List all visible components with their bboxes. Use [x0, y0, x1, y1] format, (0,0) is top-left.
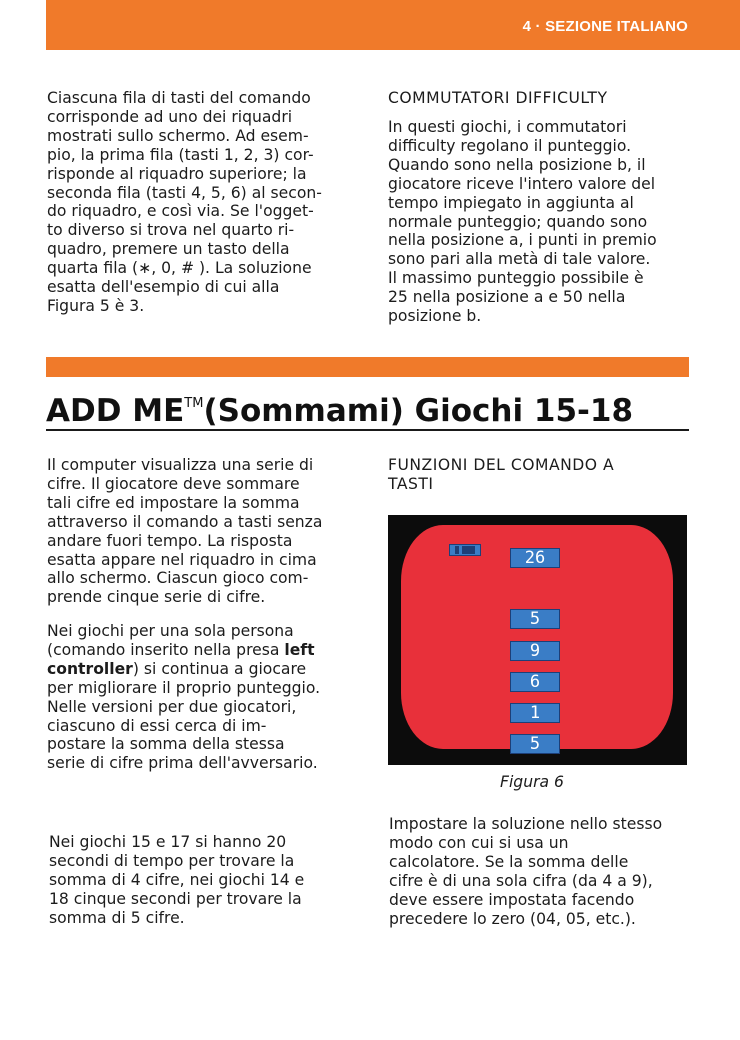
section-divider-bar [46, 357, 689, 377]
controls-heading: FUNZIONI DEL COMANDO A TASTI [388, 456, 615, 493]
title-underline [46, 429, 689, 431]
figure-caption: Figura 6 [500, 773, 564, 791]
difficulty-heading: COMMUTATORI DIFFICULTY [388, 89, 608, 107]
answer-box: 26 [510, 548, 560, 568]
timing-paragraph: Nei giochi 15 e 17 si hanno 20 secondi di tempo per trovare la somma di 4 cifre, nei giochi 14 e 18 cinque secondi per trovare la somma di 5 cifre. [49, 833, 305, 927]
section-label: 4 · SEZIONE ITALIANO [522, 18, 688, 35]
digit-box: 1 [510, 703, 560, 723]
header-banner [46, 0, 740, 50]
digit-box: 6 [510, 672, 560, 692]
single-player-paragraph: Nei giochi per una sola persona (comando inserito nella presa left controller) si continua a giocare per migliorare il proprio punteggio. Nelle versioni per due giocatori, ciascuno di essi cerca di im- postare la somma della stessa serie di cifre prima dell'avversario. [47, 622, 321, 773]
rows-explanation-paragraph: Ciascuna fila di tasti del comando corrisponde ad uno dei riquadri mostrati sullo schermo. Ad esem- pio, la prima fila (tasti 1, 2, 3) cor- risponde al riquadro superiore; la seconda fila (tasti 4, 5, 6) al secon- do riquadro, e così via. Se l'ogget- to diverso si trova nel quarto ri- quadro, premere un tasto della quarta fila (∗, 0, # ). La soluzione esatta dell'esempio di cui alla Figura 5 è 3. [47, 89, 322, 315]
intro-paragraph: Il computer visualizza una serie di cifre. Il giocatore deve sommare tali cifre ed impostare la somma attraverso il comando a tasti senza andare fuori tempo. La risposta esatta appare nel riquadro in cima allo schermo. Ciascun gioco com- prende cinque serie di cifre. [47, 456, 323, 607]
left-controller-term: left controller [47, 640, 315, 678]
digit-box: 9 [510, 641, 560, 661]
page-title: ADD ME™(Sommami) Giochi 15-18 [46, 393, 634, 429]
player-marker-icon [449, 544, 481, 556]
digit-box: 5 [510, 734, 560, 754]
input-instructions-paragraph: Impostare la soluzione nello stesso modo con cui si usa un calcolatore. Se la somma delle cifre è di una sola cifra (da 4 a 9), deve essere impostata facendo precedere lo zero (04, 05, etc.). [389, 815, 663, 928]
difficulty-paragraph: In questi giochi, i commutatori difficulty regolano il punteggio. Quando sono nella posizione b, il giocatore riceve l'intero valore del tempo impiegato in aggiunta al normale punteggio; quando sono nella posizione a, i punti in premio sono pari alla metà di tale valore. Il massimo punteggio possibile è 25 nella posizione a e 50 nella posizione b. [388, 118, 657, 326]
digit-box: 5 [510, 609, 560, 629]
